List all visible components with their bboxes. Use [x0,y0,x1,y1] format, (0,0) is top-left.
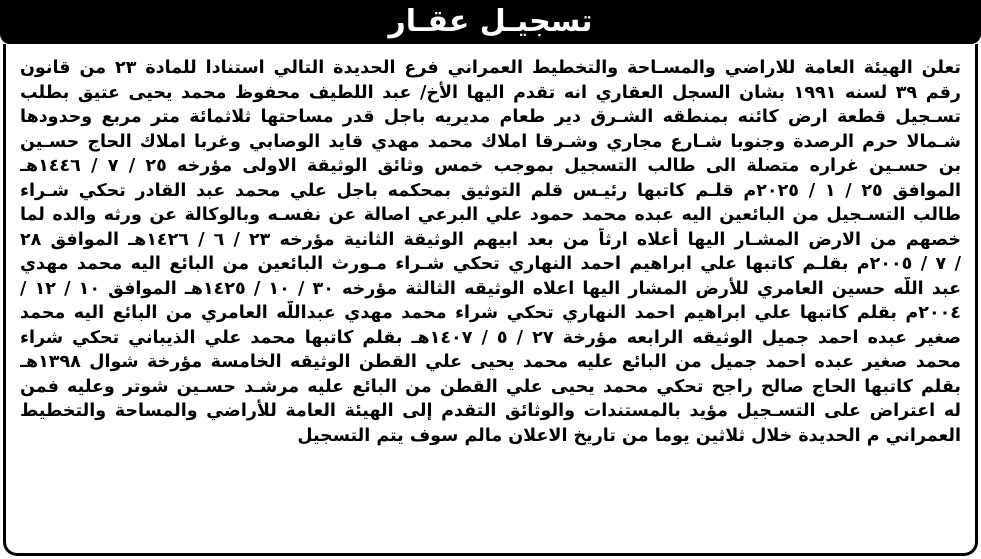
body-line: العمراني م الحديدة خلال ثلاثين يوما من تاريخ الاعلان مالم سوف يتم التسجيل [297,425,961,446]
body-line: رقم ٣٩ لسنه ١٩٩١ بشان السجل العقاري انه تقدم اليها الأخ/ عبد اللطيف محفوظ محمد يحيى عتيق بطلب [20,82,961,103]
body-line: تسـجيل قطعة ارض كائنه بمنطقه الشـرق دير طعام مديريه باجل قدر مساحتها ثلاثمائة متر مربع وحدودها [20,107,961,127]
body-line: بن حسـين غراره متصلة الى طالب التسجيل بموجب خمس وثائق الوثيقة الاولى مؤرخه ٢٥ / ٧ / ١٤٤٦هـ [20,156,961,176]
body-line: شـمالا حرم الرصدة وجنوبا شـارع مجاري وشـرقا املاك محمد مهدي قايد الوصابي وغربا املاك الحاج حسـين [20,131,961,152]
body-line: الموافق ٢٥ / ١ / ٢٠٢٥م قلـم كاتبها رئيـس قلم التوثيق بمحكمه باجل علي محمد عبد القادر تحكي شـراء [20,180,961,201]
body-line: صغير عبده احمد جميل الوثيقه الرابعه مؤرخة ٢٧ / ٥ / ١٤٠٧هـ بقلم كاتبها محمد علي الذيباني تحكي شراء [20,327,961,348]
body-line: / ٧ / ٢٠٠٥م بقلـم كاتبها علي ابراهيم احمد النهاري تحكي شـراء مـورث البائعين من البائع اليه محمد مهدي [20,254,961,274]
body-line: له اعتراض على التسـجيل مؤيد بالمستندات والوثائق التقدم إلى الهيئة العامة للأراضي والمساحة والتخطيط [20,401,961,421]
notice-body [20,56,961,550]
body-line: بقلم كاتبها الحاج صالح راجح تحكي محمد يحيى علي القطن من البائع عليه مرشـد حسـين شوتر وعليه فمن [20,376,961,397]
body-line: عبد اللّه حسين العامري للأرض المشار اليها اعلاه الوثيقه الثالثة مؤرخه ٣٠ / ١٠ / ١٤٢٥هـ الموافق ١٠ / ١٢ / [20,278,961,299]
body-line: محمد صغير عبده احمد جميل من البائع عليه محمد يحيى علي القطن الوثيقه الخامسة مؤرخة شوال ١٣٩٨هـ [20,352,961,372]
body-line: طالب التسـجيل من البائعين اليه عبده محمد حمود علي البرعي اصالة عن نفسـه وبالوكالة عن ورثه والده لما [20,205,961,225]
body-line: ٢٠٠٤م بقلم كاتبها علي ابراهيم احمد النهاري تحكي شراء محمد مهدي عبداللّه العامري من البائع اليه محمد [20,303,961,323]
body-line: خصهم من الارض المشـار اليها أعلاه ارثاً من بعد ابيهم الوثيقة الثانية مؤرخه ٢٣ / ٦ / ١٤٢٦هـ الموافق ٢٨ [20,229,961,250]
body-line: تعلن الهيئة العامة للاراضي والمسـاحة والتخطيط العمراني فرع الحديدة التالي استنادا للمادة ٢٣ من قانون [20,58,961,78]
notice-title: تسجيـل عقـار [388,4,593,39]
